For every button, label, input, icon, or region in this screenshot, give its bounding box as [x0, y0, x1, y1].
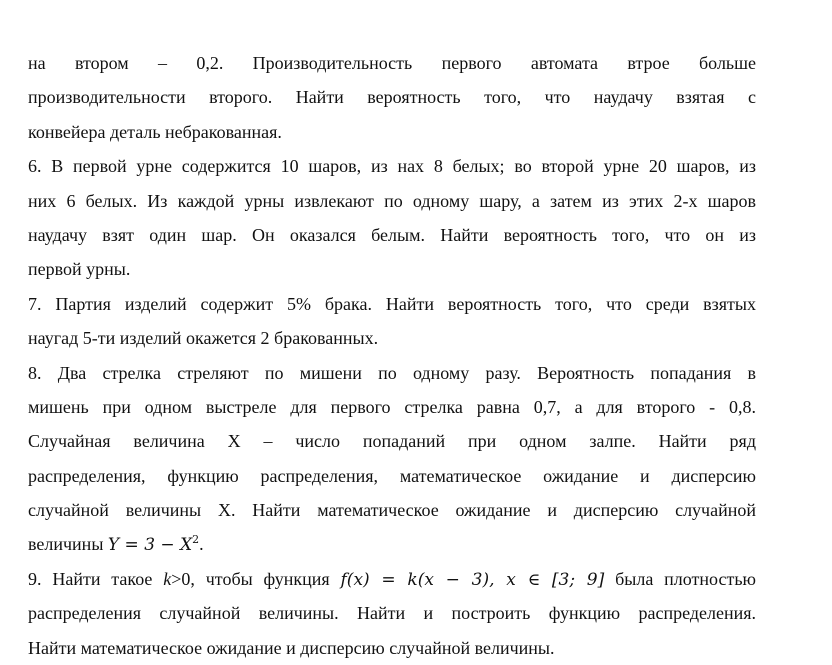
variable-k: k: [163, 568, 172, 589]
text-line: Случайная величина Х – число попаданий при одном залпе. Найти ряд: [28, 431, 756, 452]
text-segment: .: [199, 534, 204, 555]
formula-base: Y = 3 − X: [107, 535, 193, 556]
text-line: Найти математическое ожидание и дисперсию случайной величины.: [28, 637, 555, 658]
text-line: первой урны.: [28, 259, 131, 280]
text-line: на втором – 0,2. Производительность первого автомата втрое больше: [28, 53, 756, 73]
text-segment: была плотностью: [604, 568, 757, 589]
text-line: распределения, функцию распределения, математическое ожидание и дисперсию: [28, 465, 756, 486]
text-line: мишень при одном выстреле для первого стрелка равна 0,7, а для второго - 0,8.: [28, 396, 756, 417]
text-segment: 9. Найти такое: [28, 568, 164, 589]
text-segment: >0, чтобы функция: [171, 568, 341, 589]
text-line: случайной величины Х. Найти математическое ожидание и дисперсию случайной: [28, 500, 756, 521]
formula-exponent: 2: [192, 533, 200, 547]
document-page: [28, 46, 756, 665]
text-line: 8. Два стрелка стреляют по мишени по одному разу. Вероятность попадания в: [28, 362, 756, 383]
formula-density: f(x) = k(x − 3), x ∈ [3; 9]: [340, 569, 605, 590]
text-line: производительности второго. Найти вероятность того, что наудачу взятая с: [28, 87, 756, 108]
formula-y: [108, 535, 199, 555]
text-line-with-formula: [28, 562, 756, 596]
text-segment: величины: [28, 534, 108, 555]
text-line: наугад 5-ти изделий окажется 2 бракованных.: [28, 328, 379, 349]
text-line: 6. В первой урне содержится 10 шаров, из нах 8 белых; во второй урне 20 шаров, из: [28, 156, 756, 177]
text-line: наудачу взят один шар. Он оказался белым. Найти вероятность того, что он из: [28, 224, 756, 245]
text-line: распределения случайной величины. Найти и построить функцию распределения.: [28, 603, 756, 624]
text-line: конвейера деталь небракованная.: [28, 121, 282, 142]
text-line-with-formula: [28, 527, 756, 561]
text-line: 7. Партия изделий содержит 5% брака. Найти вероятность того, что среди взятых: [28, 293, 756, 314]
text-line: них 6 белых. Из каждой урны извлекают по одному шару, а затем из этих 2-х шаров: [28, 190, 756, 211]
